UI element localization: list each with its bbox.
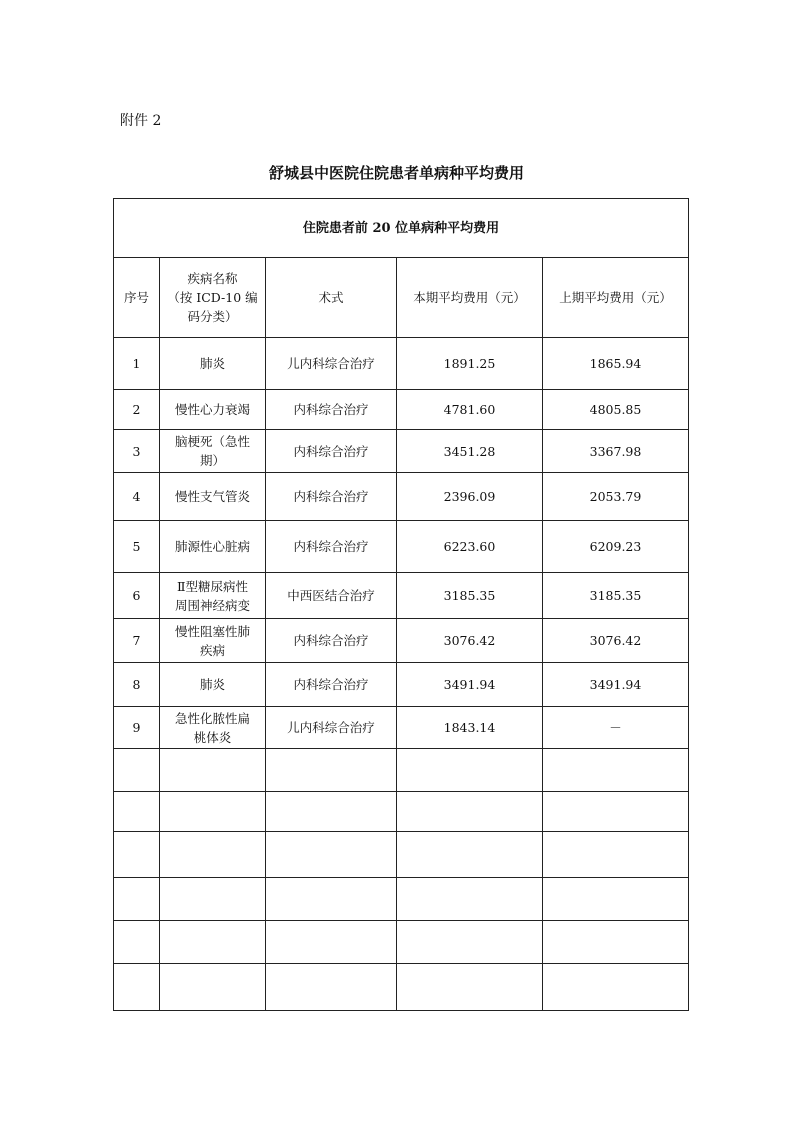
empty-cell — [543, 832, 689, 878]
cell-previous-cost: 3185.35 — [543, 573, 689, 619]
empty-cell — [543, 749, 689, 792]
empty-cell — [114, 832, 160, 878]
cell-procedure: 儿内科综合治疗 — [266, 338, 397, 390]
cell-current-cost: 1843.14 — [397, 707, 543, 749]
cell-procedure: 内科综合治疗 — [266, 663, 397, 707]
empty-cell — [397, 921, 543, 964]
empty-cell — [114, 878, 160, 921]
empty-cell — [114, 964, 160, 1011]
empty-cell — [266, 964, 397, 1011]
empty-cell — [160, 832, 266, 878]
empty-cell — [160, 964, 266, 1011]
empty-cell — [543, 878, 689, 921]
header-disease: 疾病名称 （按 ICD-10 编 码分类） — [160, 258, 266, 338]
table-row — [114, 619, 689, 663]
cell-index: 5 — [114, 521, 160, 573]
empty-cell — [266, 832, 397, 878]
cell-current-cost: 3076.42 — [397, 619, 543, 663]
cell-previous-cost: 2053.79 — [543, 473, 689, 521]
empty-cell — [397, 878, 543, 921]
cell-previous-cost: 3491.94 — [543, 663, 689, 707]
cell-index: 4 — [114, 473, 160, 521]
empty-cell — [266, 878, 397, 921]
cell-index: 1 — [114, 338, 160, 390]
cell-procedure: 中西医结合治疗 — [266, 573, 397, 619]
empty-cell — [543, 964, 689, 1011]
table-row — [114, 663, 689, 707]
table-caption: 住院患者前 20 位单病种平均费用 — [114, 199, 689, 258]
empty-cell — [543, 792, 689, 832]
table-row-empty — [114, 878, 689, 921]
empty-cell — [160, 792, 266, 832]
cell-previous-cost: 6209.23 — [543, 521, 689, 573]
cell-disease: 慢性心力衰竭 — [160, 390, 266, 430]
cell-current-cost: 2396.09 — [397, 473, 543, 521]
empty-cell — [114, 921, 160, 964]
cost-table — [113, 198, 689, 1011]
cell-index: 7 — [114, 619, 160, 663]
empty-cell — [114, 749, 160, 792]
cell-disease: Ⅱ型糖尿病性 周围神经病变 — [160, 573, 266, 619]
empty-cell — [160, 749, 266, 792]
cell-procedure: 内科综合治疗 — [266, 473, 397, 521]
empty-cell — [266, 921, 397, 964]
document-title: 舒城县中医院住院患者单病种平均费用 — [268, 164, 524, 182]
table-caption-row — [114, 199, 689, 258]
header-procedure: 术式 — [266, 258, 397, 338]
cell-disease: 急性化脓性扁 桃体炎 — [160, 707, 266, 749]
cell-procedure: 内科综合治疗 — [266, 619, 397, 663]
table-row — [114, 521, 689, 573]
attachment-label: 附件 2 — [120, 113, 162, 129]
cell-previous-cost: － — [543, 707, 689, 749]
table-body — [114, 338, 689, 1011]
empty-cell — [543, 921, 689, 964]
empty-cell — [397, 749, 543, 792]
cell-disease: 肺炎 — [160, 663, 266, 707]
cell-current-cost: 4781.60 — [397, 390, 543, 430]
cell-current-cost: 3491.94 — [397, 663, 543, 707]
cell-previous-cost: 4805.85 — [543, 390, 689, 430]
cell-previous-cost: 3367.98 — [543, 430, 689, 473]
empty-cell — [266, 792, 397, 832]
empty-cell — [160, 921, 266, 964]
table-row — [114, 338, 689, 390]
table-row-empty — [114, 832, 689, 878]
cell-index: 8 — [114, 663, 160, 707]
table-row — [114, 430, 689, 473]
table-row — [114, 473, 689, 521]
empty-cell — [160, 878, 266, 921]
empty-cell — [114, 792, 160, 832]
empty-cell — [397, 832, 543, 878]
cell-index: 9 — [114, 707, 160, 749]
table-row-empty — [114, 921, 689, 964]
cell-index: 6 — [114, 573, 160, 619]
cell-current-cost: 3451.28 — [397, 430, 543, 473]
cell-current-cost: 3185.35 — [397, 573, 543, 619]
table-row-empty — [114, 749, 689, 792]
empty-cell — [397, 792, 543, 832]
table-row — [114, 390, 689, 430]
table-row-empty — [114, 792, 689, 832]
cell-previous-cost: 1865.94 — [543, 338, 689, 390]
cell-current-cost: 6223.60 — [397, 521, 543, 573]
cell-previous-cost: 3076.42 — [543, 619, 689, 663]
cell-index: 2 — [114, 390, 160, 430]
header-previous-cost: 上期平均费用（元） — [543, 258, 689, 338]
empty-cell — [397, 964, 543, 1011]
cell-disease: 慢性支气管炎 — [160, 473, 266, 521]
table-row — [114, 573, 689, 619]
header-current-cost: 本期平均费用（元） — [397, 258, 543, 338]
header-index: 序号 — [114, 258, 160, 338]
cell-disease: 慢性阻塞性肺 疾病 — [160, 619, 266, 663]
cell-disease: 肺炎 — [160, 338, 266, 390]
cell-procedure: 内科综合治疗 — [266, 521, 397, 573]
cell-disease: 脑梗死（急性 期） — [160, 430, 266, 473]
cell-disease: 肺源性心脏病 — [160, 521, 266, 573]
cell-procedure: 内科综合治疗 — [266, 390, 397, 430]
table-row-empty — [114, 964, 689, 1011]
cell-index: 3 — [114, 430, 160, 473]
table-header-row — [114, 258, 689, 338]
empty-cell — [266, 749, 397, 792]
cell-procedure: 内科综合治疗 — [266, 430, 397, 473]
table-row — [114, 707, 689, 749]
cell-procedure: 儿内科综合治疗 — [266, 707, 397, 749]
cell-current-cost: 1891.25 — [397, 338, 543, 390]
